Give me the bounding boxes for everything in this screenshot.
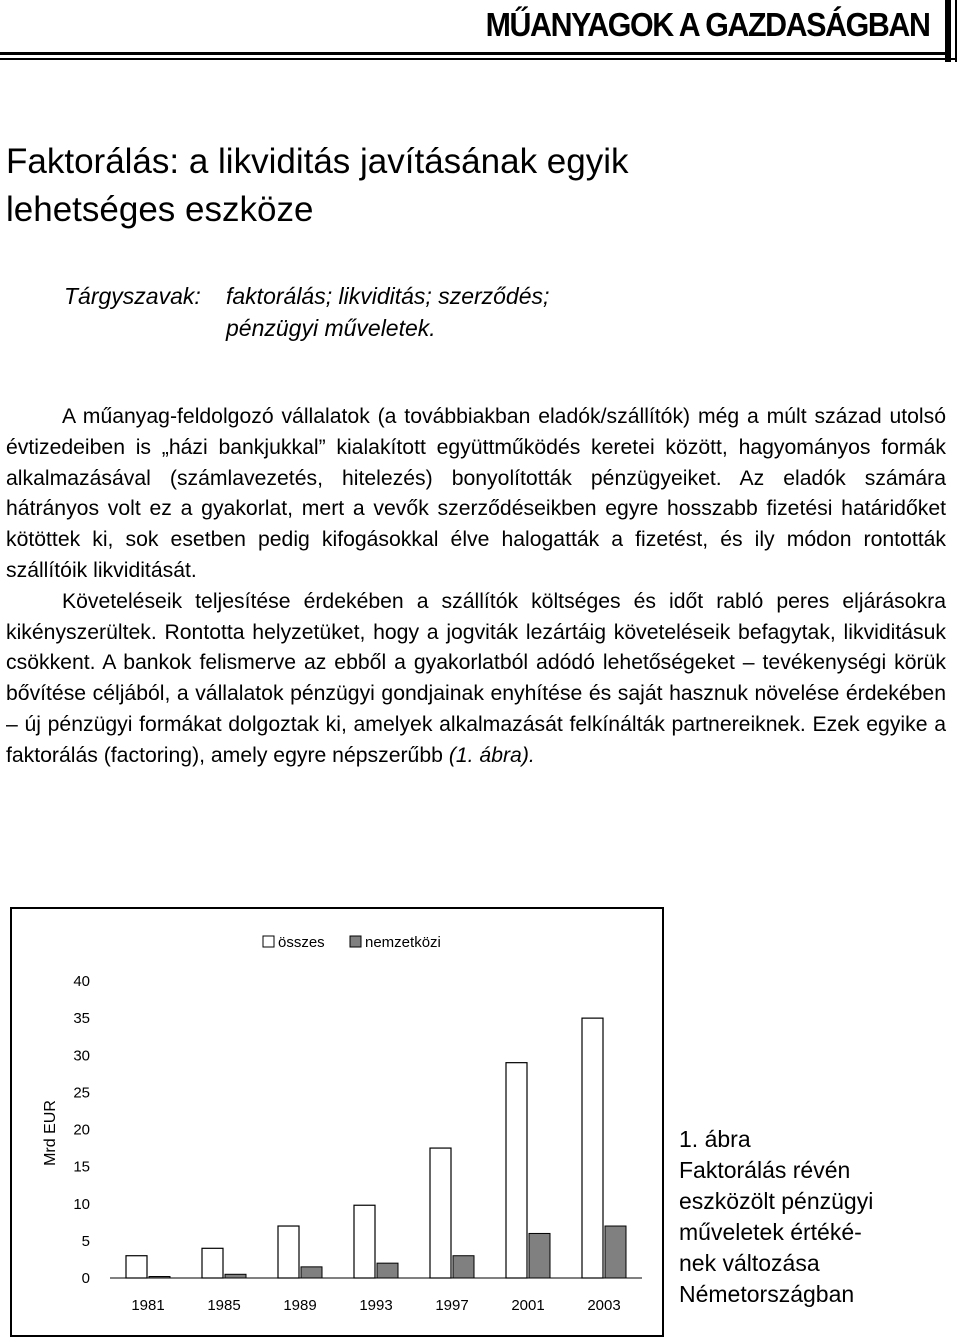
- article-title: [6, 138, 946, 234]
- figure-caption: [679, 1124, 919, 1310]
- x-tick-label: 2001: [511, 1297, 545, 1314]
- header-rule-double: [0, 58, 957, 60]
- legend-label-international: nemzetközi: [365, 934, 441, 951]
- header-rule-vertical-thin: [955, 0, 957, 62]
- legend-swatch-total: [263, 936, 274, 947]
- keywords-values: [226, 280, 646, 344]
- caption-line: nek változása: [679, 1250, 820, 1276]
- caption-line: eszközölt pénzügyi: [679, 1188, 874, 1214]
- paragraph-2-text: Követeléseik teljesítése érdekében a szállítók költséges és időt rabló peres eljárásokra kikényszerültek. Rontotta helyzetüket, hogy a jogviták lezártáig követeléseik befagytak, likviditásuk csökkent. A bankok felismerve az ebből a gyakorlatból adódó lehetőségeket – tevékenységi körük bővítése céljából, a vállalatok pénzügyi gondjainak enyhítése és saját hasznuk növelése érdekében – új pénzügyi formákat dolgoztak ki, amelyek alkalmazását felkínálták partnereiknek. Ezek egyike a faktorálás (factoring), amely egyre népszerűbb: [6, 589, 946, 767]
- y-axis-label: Mrd EUR: [42, 1100, 59, 1166]
- caption-line: 1. ábra: [679, 1126, 751, 1152]
- x-tick-label: 1981: [131, 1297, 165, 1314]
- article-body: [6, 402, 946, 772]
- figure-reference: (1. ábra).: [448, 743, 535, 767]
- keywords-line2: pénzügyi műveletek.: [226, 315, 436, 341]
- x-tick-label: 1985: [207, 1297, 241, 1314]
- y-tick-label: 10: [73, 1195, 90, 1213]
- y-tick-label: 25: [73, 1084, 90, 1102]
- header-title: MŰANYAGOK A GAZDASÁGBAN: [486, 6, 930, 43]
- article-title-line2: lehetséges eszköze: [6, 190, 314, 229]
- header-rule-vertical: [945, 0, 951, 62]
- x-tick-label: 1989: [283, 1297, 317, 1314]
- y-tick-label: 15: [73, 1158, 90, 1176]
- bar-international: [149, 1277, 170, 1278]
- bar-total: [278, 1226, 299, 1278]
- bar-total: [354, 1205, 375, 1278]
- bar-international: [529, 1233, 550, 1278]
- y-tick-label: 5: [81, 1232, 90, 1250]
- y-tick-label: 30: [73, 1047, 90, 1065]
- paragraph-2: [6, 587, 946, 772]
- article-title-line1: Faktorálás: a likviditás javításának egyik: [6, 142, 629, 181]
- caption-line: Faktorálás révén: [679, 1157, 851, 1183]
- y-tick-label: 20: [73, 1121, 90, 1139]
- caption-line: műveletek értéké-: [679, 1219, 862, 1245]
- bar-international: [453, 1256, 474, 1278]
- y-tick-label: 0: [81, 1270, 90, 1287]
- bar-international: [225, 1274, 246, 1278]
- keywords-label: Tárgyszavak:: [64, 283, 201, 309]
- bar-international: [301, 1267, 322, 1278]
- bar-total: [506, 1063, 527, 1278]
- bar-total: [430, 1148, 451, 1278]
- legend-label-total: összes: [278, 934, 325, 951]
- legend-swatch-international: [350, 936, 361, 947]
- x-tick-label: 1993: [359, 1297, 393, 1314]
- bar-total: [126, 1256, 147, 1278]
- header-rule: [0, 52, 945, 55]
- bar-international: [605, 1226, 626, 1278]
- factoring-bar-chart: [10, 907, 664, 1337]
- x-tick-label: 2003: [587, 1297, 621, 1314]
- bar-international: [377, 1263, 398, 1278]
- caption-line: Németországban: [679, 1281, 855, 1307]
- bar-total: [202, 1248, 223, 1278]
- y-tick-label: 40: [73, 973, 90, 990]
- x-tick-label: 1997: [435, 1297, 469, 1314]
- paragraph-1: A műanyag-feldolgozó vállalatok (a továbbiakban eladók/szállítók) még a múlt század utolsó évtizedeiben is „házi bankjukkal” kialakított együttműködés keretei között, hagyományos formák alkalmazásával (számlavezetés, hitelezés) bonyolították pénzügyeiket. Az eladók számára hátrányos volt ez a gyakorlat, mert a vevők szerződéseikben egyre hosszabb fizetési határidőket kötöttek ki, sok esetben pedig kifogásokkal élve halogatták a fizetést, és ily módon rontották szállítóik likviditását.: [6, 405, 946, 582]
- keywords-line1: faktorálás; likviditás; szerződés;: [226, 283, 550, 309]
- bar-total: [582, 1018, 603, 1278]
- y-tick-label: 35: [73, 1010, 90, 1028]
